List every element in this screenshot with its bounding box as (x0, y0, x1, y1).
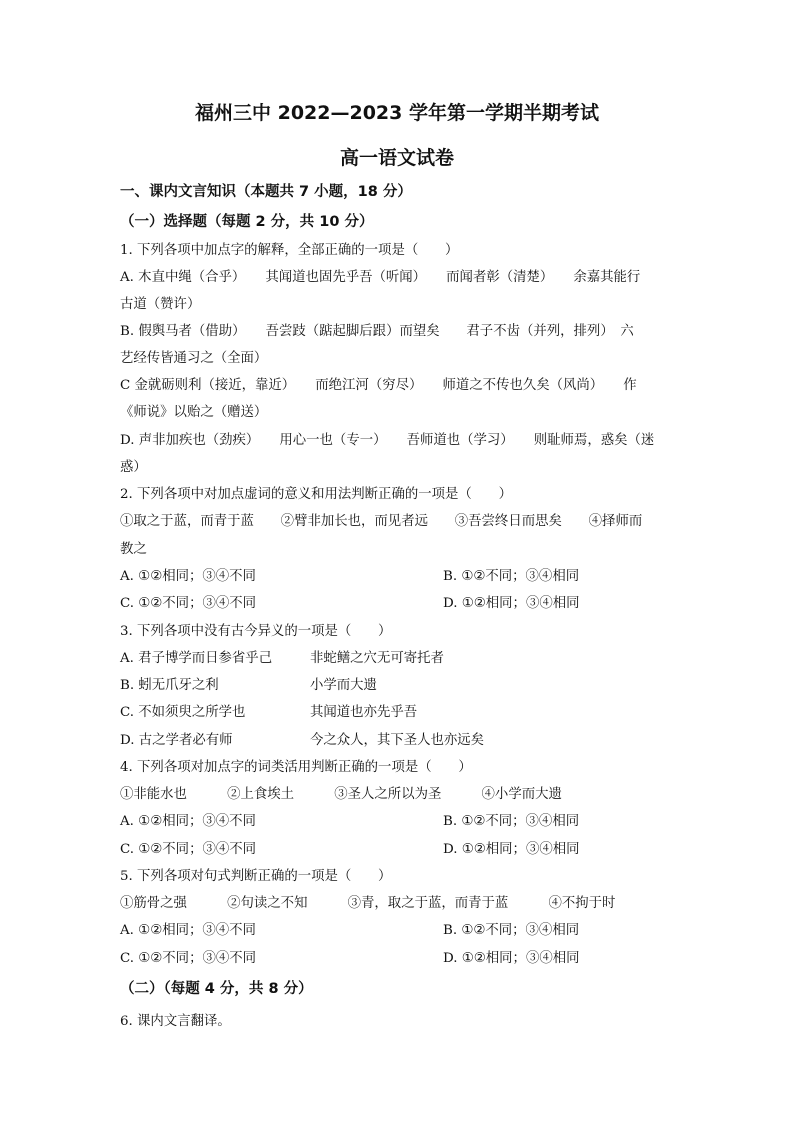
q3-option-a-part1: A. 君子博学而日参省乎己 (120, 651, 273, 666)
q3-option-d-part2: 今之众人，其下圣人也亦远矣 (310, 733, 485, 748)
q1-option-a-line2: 古道（赞许） (120, 297, 201, 312)
q5-stem: 5. 下列各项对句式判断正确的一项是（ ） (120, 869, 392, 884)
q1-option-b-line2: 艺经传皆通习之（全面） (120, 351, 268, 366)
q3-option-a-part2: 非蛇鳝之穴无可寄托者 (310, 651, 444, 666)
q5-option-b: B. ①②不同；③④相同 (443, 923, 580, 938)
q6-stem: 6. 课内文言翻译。 (120, 1014, 231, 1029)
q2-items-line1: ①取之于蓝，而青于蓝 ②臂非加长也，而见者远 ③吾尝终日而思矣 ④择师而 (120, 514, 643, 529)
q4-stem: 4. 下列各项对加点字的词类活用判断正确的一项是（ ） (120, 760, 472, 775)
q2-option-c: C. ①②不同；③④不同 (120, 596, 257, 611)
q4-option-a: A. ①②相同；③④不同 (120, 814, 256, 829)
part-heading-choice: （一）选择题（每题 2 分，共 10 分） (120, 214, 374, 230)
q5-items: ①筋骨之强 ②句读之不知 ③青，取之于蓝，而青于蓝 ④不拘于时 (120, 896, 616, 911)
q1-stem: 1. 下列各项中加点字的解释，全部正确的一项是（ ） (120, 243, 459, 258)
q4-option-b: B. ①②不同；③④相同 (443, 814, 580, 829)
q1-option-c-line2: 《师说》以贻之（赠送） (120, 405, 268, 420)
q4-option-c: C. ①②不同；③④不同 (120, 842, 257, 857)
q3-option-d-part1: D. 古之学者必有师 (120, 733, 233, 748)
q2-option-d: D. ①②相同；③④相同 (443, 596, 580, 611)
q5-option-a: A. ①②相同；③④不同 (120, 923, 256, 938)
q2-option-a: A. ①②相同；③④不同 (120, 569, 256, 584)
part-heading-translation: （二）（每题 4 分，共 8 分） (120, 981, 313, 997)
q3-option-b-part2: 小学而大遗 (310, 678, 377, 693)
q5-option-c: C. ①②不同；③④不同 (120, 951, 257, 966)
q1-option-d-line1: D. 声非加疾也（劲疾） 用心一也（专一） 吾师道也（学习） 则耻师焉，惑矣（迷 (120, 433, 655, 448)
section-heading: 一、课内文言知识（本题共 7 小题，18 分） (120, 184, 412, 200)
exam-title: 福州三中 2022—2023 学年第一学期半期考试 (195, 102, 599, 124)
q3-option-c-part2: 其闻道也亦先乎吾 (310, 705, 418, 720)
q3-option-b-part1: B. 蚓无爪牙之利 (120, 678, 219, 693)
q3-stem: 3. 下列各项中没有古今异义的一项是（ ） (120, 624, 392, 639)
q1-option-a-line1: A. 木直中绳（合乎） 其闻道也固先乎吾（听闻） 而闻者彰（清楚） 余嘉其能行 (120, 270, 641, 285)
q2-option-b: B. ①②不同；③④相同 (443, 569, 580, 584)
q1-option-c-line1: C 金就砺则利（接近，靠近） 而绝江河（穷尽） 师道之不传也久矣（风尚） 作 (120, 378, 637, 393)
q2-items-line2: 教之 (120, 542, 147, 557)
q5-option-d: D. ①②相同；③④相同 (443, 951, 580, 966)
q1-option-d-line2: 惑） (120, 460, 147, 475)
exam-subtitle: 高一语文试卷 (339, 147, 454, 169)
q1-option-b-line1: B. 假舆马者（借助） 吾尝跂（踮起脚后跟）而望矣 君子不齿（并列，排列） 六 (120, 324, 634, 339)
q2-stem: 2. 下列各项中对加点虚词的意义和用法判断正确的一项是（ ） (120, 487, 512, 502)
q4-option-d: D. ①②相同；③④相同 (443, 842, 580, 857)
q4-items: ①非能水也 ②上食埃土 ③圣人之所以为圣 ④小学而大遗 (120, 787, 562, 802)
q3-option-c-part1: C. 不如须臾之所学也 (120, 705, 246, 720)
